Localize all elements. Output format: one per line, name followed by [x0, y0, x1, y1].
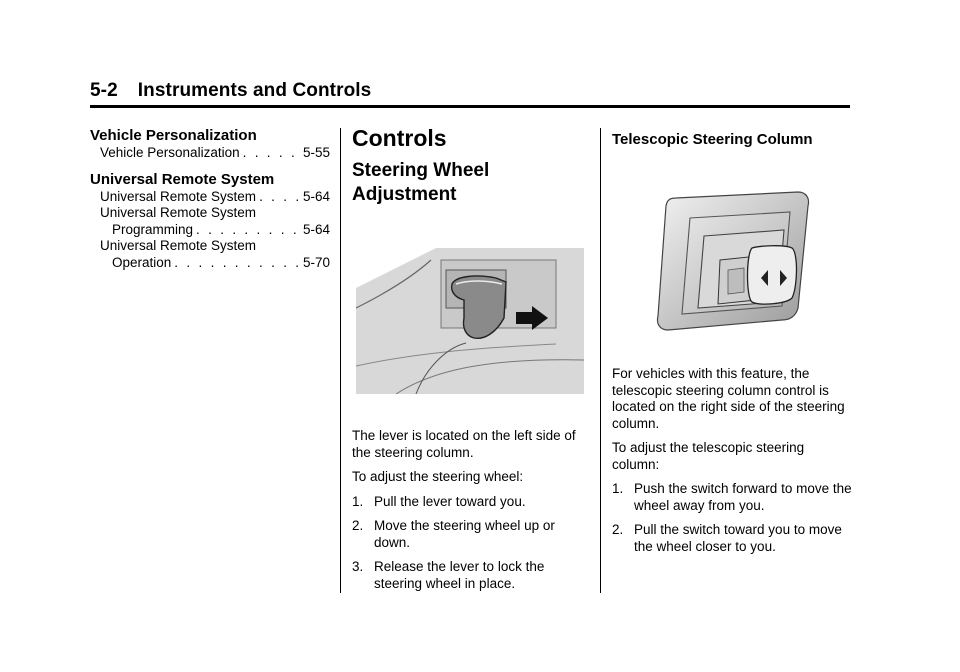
- steering-step: [352, 518, 584, 551]
- toc-entry-continuation: [90, 255, 330, 272]
- controls-column: [352, 125, 584, 207]
- toc-entry-page: 5-64: [302, 188, 330, 204]
- toc-leader: [196, 222, 300, 239]
- page-title: [90, 80, 850, 102]
- toc-entry-continuation: [90, 222, 330, 239]
- telescopic-heading: Telescopic Steering Column: [612, 131, 813, 148]
- telescopic-column: [612, 128, 852, 149]
- toc-section: [90, 128, 330, 161]
- step-number: 2.: [612, 522, 624, 537]
- telescopic-paragraph: For vehicles with this feature, the telescopic steering column control is located on the right side of the steering column.: [612, 366, 845, 431]
- toc-entry-text: Vehicle Personalization: [100, 144, 240, 160]
- toc-entry[interactable]: [90, 189, 330, 206]
- step-number: 3.: [352, 559, 364, 574]
- steering-heading: [352, 159, 584, 207]
- toc-entry-page: 5-64: [302, 221, 330, 237]
- steering-lever-illustration: [356, 248, 584, 394]
- steering-instructions: [352, 428, 584, 600]
- steering-heading-line: Steering Wheel: [352, 159, 490, 181]
- telescopic-paragraph: To adjust the telescopic steering column:: [612, 440, 805, 472]
- step-number: 2.: [352, 518, 364, 533]
- telescopic-step: [612, 481, 852, 514]
- step-text: Move the steering wheel up or down.: [374, 518, 555, 550]
- toc-entry-text: Universal Remote System: [100, 205, 257, 220]
- step-text: Pull the lever toward you.: [374, 493, 526, 509]
- toc-leader: [243, 145, 300, 162]
- toc-leader: [174, 255, 300, 272]
- step-text: Push the switch forward to move the wheel away from you.: [634, 481, 852, 513]
- step-text: Release the lever to lock the steering wheel in place.: [374, 559, 545, 591]
- step-number: 1.: [352, 493, 364, 509]
- toc-section-title: Vehicle Personalization: [90, 127, 257, 144]
- toc-section-title: Universal Remote System: [90, 171, 275, 188]
- page-header: [90, 80, 850, 102]
- steering-step: [352, 494, 584, 511]
- telescopic-switch-illustration: [648, 188, 818, 336]
- toc-entry[interactable]: [90, 205, 330, 238]
- toc-entry[interactable]: [90, 238, 330, 271]
- steering-paragraph: To adjust the steering wheel:: [352, 469, 524, 484]
- steering-paragraph: The lever is located on the left side of the steering column.: [352, 428, 576, 460]
- step-number: 1.: [612, 481, 624, 496]
- section-number: 5-2: [90, 80, 118, 101]
- chapter-title: Instruments and Controls: [137, 80, 372, 101]
- toc-entry-text: Operation: [112, 254, 172, 270]
- telescopic-step: [612, 522, 852, 555]
- steering-step: [352, 559, 584, 592]
- steering-heading-line: Adjustment: [352, 183, 457, 205]
- toc-entry[interactable]: [90, 145, 330, 162]
- toc-entry-page: 5-55: [302, 144, 330, 160]
- toc-entry-text: Universal Remote System: [100, 238, 257, 253]
- column-divider: [340, 128, 341, 593]
- toc-entry-text: Universal Remote System: [100, 188, 257, 204]
- toc-column: [90, 128, 330, 271]
- toc-entry-page: 5-70: [302, 254, 330, 270]
- header-rule: [90, 105, 850, 108]
- toc-section: [90, 172, 330, 271]
- toc-leader: [259, 189, 300, 206]
- column-divider: [600, 128, 601, 593]
- toc-entry-text: Programming: [112, 221, 194, 237]
- step-text: Pull the switch toward you to move the wheel closer to you.: [634, 522, 842, 554]
- controls-heading: Controls: [352, 125, 447, 151]
- telescopic-instructions: [612, 366, 852, 563]
